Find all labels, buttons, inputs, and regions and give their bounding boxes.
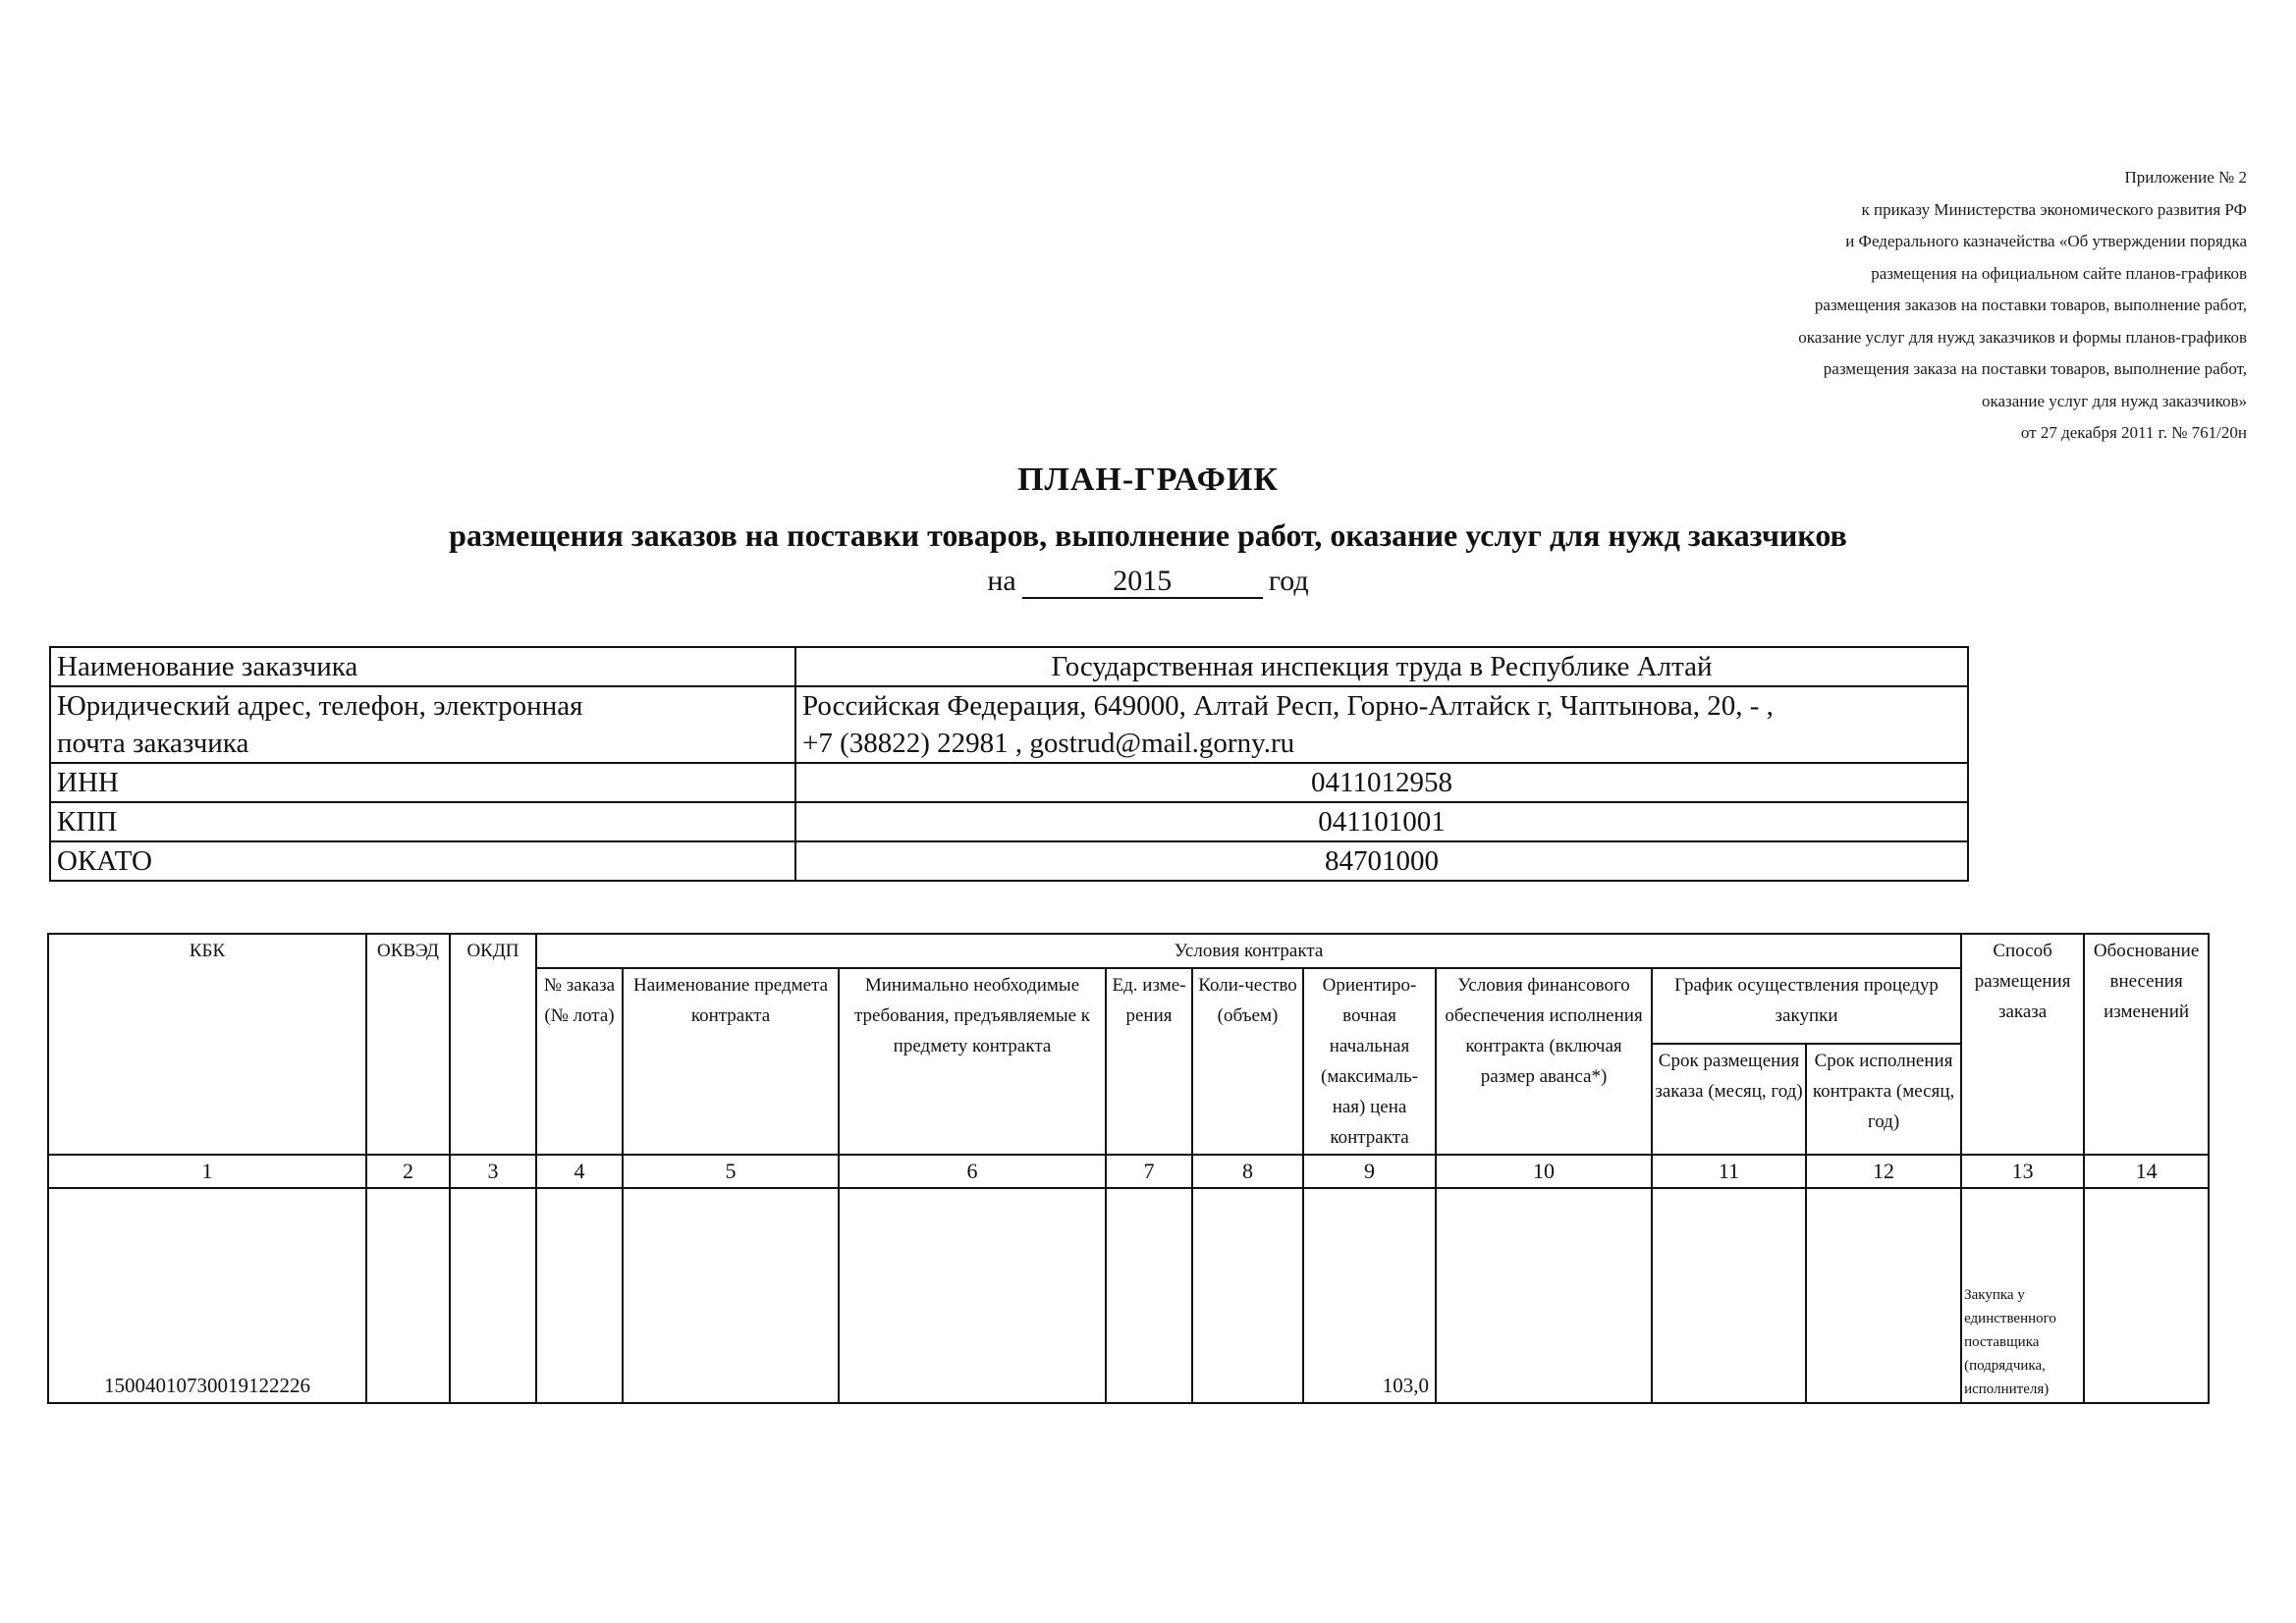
cell-price: 103,0 (1303, 1188, 1436, 1403)
cell-justification (2084, 1188, 2209, 1403)
appendix-line: размещения заказа на поставки товаров, выполнение работ, (1823, 359, 2247, 378)
cell-okdp (450, 1188, 536, 1403)
customer-address-row (50, 686, 1968, 763)
customer-name-label: Наименование заказчика (50, 647, 795, 686)
column-number: 2 (366, 1155, 450, 1188)
customer-address-value-line: Российская Федерация, 649000, Алтай Респ, Горно-Алтайск г, Чаптынова, 20, - , (802, 690, 1774, 722)
appendix-line: от 27 декабря 2011 г. № 761/20н (2020, 423, 2247, 442)
customer-okato-label: ОКАТО (50, 841, 795, 881)
column-number: 3 (450, 1155, 536, 1188)
column-number: 1 (48, 1155, 366, 1188)
customer-address-label-line: почта заказчика (57, 728, 249, 759)
appendix-line: оказание услуг для нужд заказчиков и формы планов-графиков (1798, 327, 2247, 347)
cell-order-no (536, 1188, 623, 1403)
document-subtitle: размещения заказов на поставки товаров, выполнение работ, оказание услуг для нужд заказчиков (449, 517, 1847, 553)
customer-address-value-line: +7 (38822) 22981 , gostrud@mail.gorny.ru (802, 728, 1295, 759)
customer-inn-row (50, 763, 1968, 802)
customer-address-label (50, 686, 795, 763)
column-number: 8 (1192, 1155, 1303, 1188)
column-number: 4 (536, 1155, 623, 1188)
header-justification: Обоснование внесения изменений (2084, 934, 2209, 1155)
cell-requirements (839, 1188, 1106, 1403)
header-unit: Ед. изме-рения (1106, 968, 1192, 1155)
customer-name-value: Государственная инспекция труда в Республике Алтай (795, 647, 1968, 686)
header-execution-term: Срок исполнения контракта (месяц, год) (1806, 1044, 1961, 1155)
year-line (0, 565, 2296, 599)
column-number: 5 (623, 1155, 839, 1188)
column-number: 12 (1806, 1155, 1961, 1188)
cell-method: Закупка у единственного поставщика (подрядчика, исполнителя) (1961, 1188, 2084, 1403)
appendix-note (1559, 162, 2247, 450)
customer-inn-label: ИНН (50, 763, 795, 802)
customer-kpp-label: КПП (50, 802, 795, 841)
cell-execution-term (1806, 1188, 1961, 1403)
header-schedule: График осуществления процедур закупки (1652, 968, 1961, 1044)
column-numbers-row (48, 1155, 2209, 1188)
header-kbk: КБК (48, 934, 366, 1155)
cell-subject (623, 1188, 839, 1403)
cell-okved (366, 1188, 450, 1403)
header-order-no: № заказа (№ лота) (536, 968, 623, 1155)
plan-schedule-table (47, 933, 2210, 1404)
customer-okato-row (50, 841, 1968, 881)
customer-okato-value: 84701000 (795, 841, 1968, 881)
cell-unit (1106, 1188, 1192, 1403)
table-row (48, 1188, 2209, 1403)
header-row-top (48, 934, 2209, 968)
cell-quantity (1192, 1188, 1303, 1403)
header-quantity: Коли-чество (объем) (1192, 968, 1303, 1155)
column-number: 7 (1106, 1155, 1192, 1188)
appendix-line: Приложение № 2 (2124, 168, 2247, 187)
header-requirements: Минимально необходимые требования, предъявляемые к предмету контракта (839, 968, 1106, 1155)
year-prefix: на (987, 565, 1016, 597)
column-number: 13 (1961, 1155, 2084, 1188)
customer-name-row (50, 647, 1968, 686)
appendix-line: и Федерального казначейства «Об утверждении порядка (1845, 232, 2247, 250)
year-suffix: год (1268, 565, 1309, 597)
customer-info-table (49, 646, 1969, 882)
header-contract-conditions: Условия контракта (536, 934, 1961, 968)
column-number: 10 (1436, 1155, 1652, 1188)
appendix-line: оказание услуг для нужд заказчиков» (1981, 391, 2247, 410)
document-title: ПЛАН-ГРАФИК (1017, 461, 1279, 498)
header-method: Способ размещения заказа (1961, 934, 2084, 1155)
column-number: 6 (839, 1155, 1106, 1188)
column-number: 11 (1652, 1155, 1806, 1188)
header-placement-term: Срок размещения заказа (месяц, год) (1652, 1044, 1806, 1155)
customer-inn-value: 0411012958 (795, 763, 1968, 802)
header-subject: Наименование предмета контракта (623, 968, 839, 1155)
cell-placement-term (1652, 1188, 1806, 1403)
cell-kbk: 15004010730019122226 (48, 1188, 366, 1403)
customer-kpp-row (50, 802, 1968, 841)
column-number: 9 (1303, 1155, 1436, 1188)
header-okved: ОКВЭД (366, 934, 450, 1155)
customer-address-label-line: Юридический адрес, телефон, электронная (57, 690, 583, 722)
appendix-line: к приказу Министерства экономического развития РФ (1861, 199, 2247, 219)
header-okdp: ОКДП (450, 934, 536, 1155)
cell-financial (1436, 1188, 1652, 1403)
appendix-line: размещения на официальном сайте планов-графиков (1871, 263, 2247, 283)
appendix-line: размещения заказов на поставки товаров, выполнение работ, (1814, 296, 2247, 314)
column-number: 14 (2084, 1155, 2209, 1188)
customer-address-value (795, 686, 1968, 763)
year-value: 2015 (1022, 566, 1263, 599)
header-financial: Условия финансового обеспечения исполнения контракта (включая размер аванса*) (1436, 968, 1652, 1155)
customer-kpp-value: 041101001 (795, 802, 1968, 841)
header-price: Ориентиро-вочная начальная (максималь-ная) цена контракта (1303, 968, 1436, 1155)
